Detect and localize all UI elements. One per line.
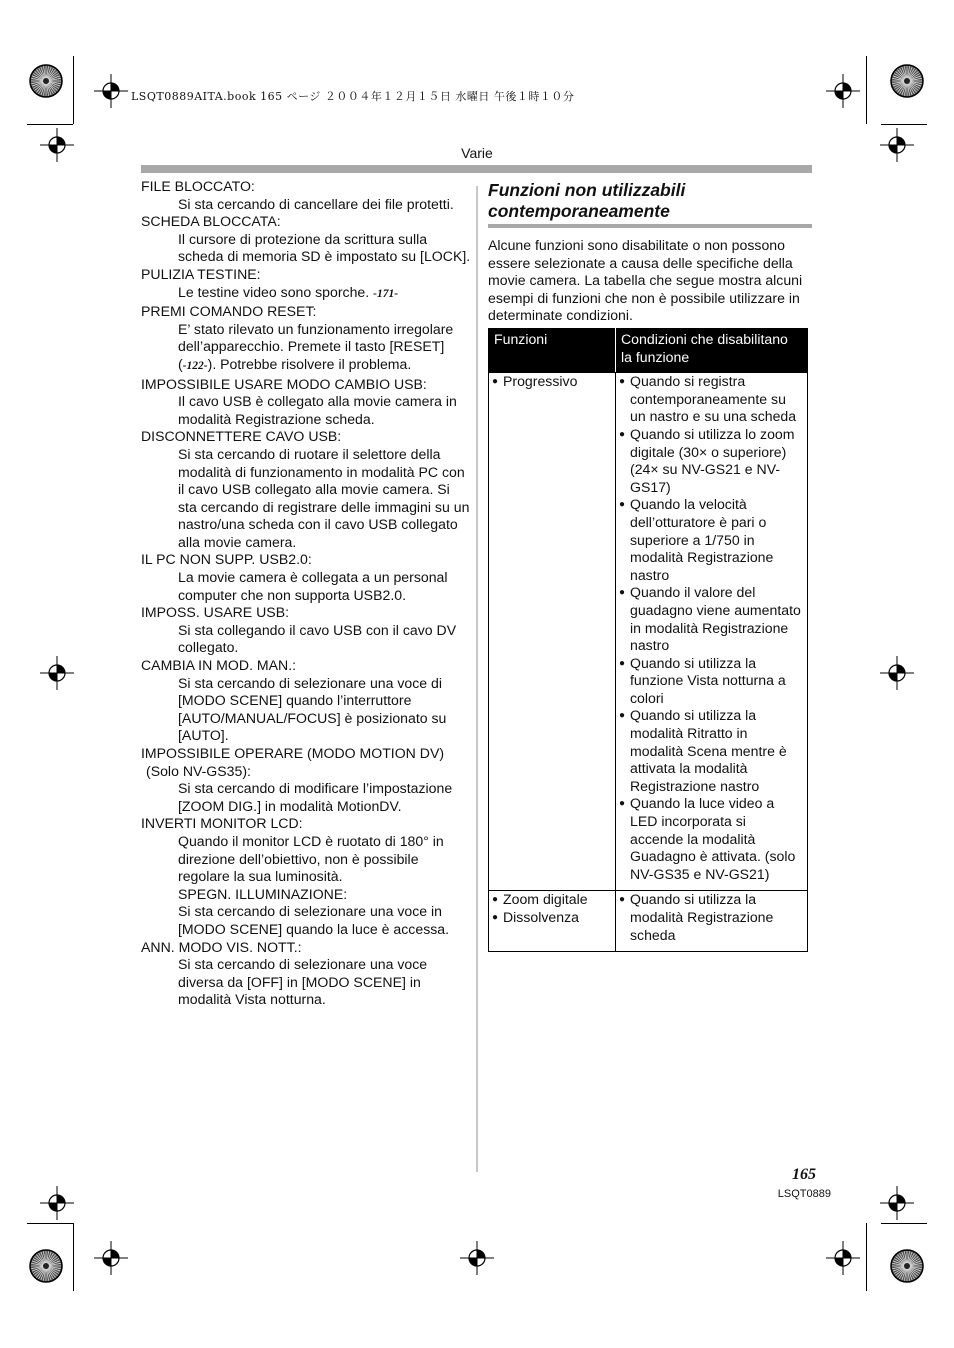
page-number: 165 <box>792 1166 816 1183</box>
crosshair-mark-icon <box>826 1241 860 1275</box>
bullet-icon: ● <box>492 894 499 906</box>
bullet-icon: ● <box>619 710 626 722</box>
condition-text: Quando si utilizza la modalità Ritratto in modalità Scena mentre è attivata la modalità Registrazione nastro <box>630 707 787 794</box>
section-bar <box>141 165 812 173</box>
message-item <box>141 303 471 375</box>
table-header-row <box>489 329 808 373</box>
bullet-icon: ● <box>619 798 626 810</box>
function-item <box>492 909 611 927</box>
column-header-conditions: Condizioni che disabilitano la funzione <box>616 329 808 373</box>
page-reference: -122- <box>182 359 208 372</box>
message-text <box>141 321 471 376</box>
message-text: Si sta cercando di selezionare una voce di [MODO SCENE] quando l’interruttore [AUTO/MANUAL/FOCUS] è posizionato su [AUTO]. <box>178 674 447 744</box>
message-item <box>141 939 471 1009</box>
message-title: SCHEDA BLOCCATA: <box>141 213 281 230</box>
condition-item <box>619 426 803 496</box>
message-text-part: Le testine video sono sporche. <box>178 283 370 300</box>
condition-text: Quando il valore del guadagno viene aumentato in modalità Registrazione nastro <box>630 584 801 654</box>
column-divider <box>476 186 478 1172</box>
bullet-icon: ● <box>619 894 626 906</box>
message-text: Il cavo USB è collegato alla movie camera in modalità Registrazione scheda. <box>178 393 457 427</box>
condition-item <box>619 891 803 944</box>
message-item <box>141 376 471 429</box>
message-title: PREMI COMANDO RESET: <box>141 303 317 320</box>
message-title: INVERTI MONITOR LCD: <box>141 815 303 832</box>
condition-text: Quando la velocità dell’otturatore è pari o superiore a 1/750 in modalità Registrazione nastro <box>630 496 774 583</box>
crop-line <box>866 1223 867 1291</box>
section-heading: Funzioni non utilizzabili contemporaneamente <box>488 180 686 221</box>
heading-rule <box>488 224 812 228</box>
message-title: IMPOSSIBILE OPERARE (MODO MOTION DV) <box>141 745 445 761</box>
conditions-cell <box>616 373 808 891</box>
book-header-line: LSQT0889AITA.book 165 ページ ２００４年１２月１５日 水曜日 午後１時１０分 <box>131 90 575 103</box>
message-title: PULIZIA TESTINE: <box>141 265 261 282</box>
condition-item <box>619 584 803 654</box>
message-text: Il cursore di protezione da scrittura sulla scheda di memoria SD è impostato su [LOCK]. <box>178 230 471 265</box>
message-text: Quando il monitor LCD è ruotato di 180° in direzione dell’obiettivo, non è possibile regolare la sua luminosità. <box>178 832 444 885</box>
table-row <box>489 891 808 952</box>
message-text: Si sta cercando di selezionare una voce diversa da [OFF] in [MODO SCENE] in modalità Vista notturna. <box>178 956 428 1008</box>
crosshair-mark-icon <box>460 1241 494 1275</box>
message-title: IMPOSSIBILE USARE MODO CAMBIO USB: <box>141 375 427 392</box>
message-text: Si sta cercando di modificare l’impostazione [ZOOM DIG.] in modalità MotionDV. <box>178 780 453 814</box>
crosshair-mark-icon <box>880 1186 914 1220</box>
functions-section <box>488 178 808 325</box>
bullet-icon: ● <box>619 657 626 669</box>
star-target-mark-icon <box>29 64 63 98</box>
column-header-functions: Funzioni <box>489 329 616 373</box>
message-item <box>141 815 471 885</box>
crosshair-mark-icon <box>94 74 128 108</box>
functions-cell <box>489 373 616 891</box>
page-reference: -171- <box>373 287 399 300</box>
star-target-mark-icon <box>29 1249 63 1283</box>
message-item <box>141 886 471 939</box>
message-item <box>141 266 471 303</box>
condition-item <box>619 496 803 584</box>
message-item <box>141 657 471 745</box>
message-subtitle: (Solo NV-GS35): <box>146 762 251 779</box>
crop-line <box>27 1223 73 1224</box>
bullet-icon: ● <box>619 499 626 511</box>
function-label: Dissolvenza <box>503 909 579 925</box>
message-item <box>141 551 471 604</box>
message-item <box>141 604 471 657</box>
condition-text: Quando si utilizza la modalità Registrazione scheda <box>630 891 774 943</box>
crop-line <box>27 124 73 125</box>
condition-text: Quando la luce video a LED incorporata si accende la modalità Guadagno è attivata. (solo NV-GS35 e NV-GS21) <box>630 795 796 882</box>
table-row <box>489 373 808 891</box>
condition-item <box>619 795 803 883</box>
message-text <box>141 284 471 304</box>
crop-line <box>73 1223 74 1291</box>
star-target-mark-icon <box>890 64 924 98</box>
crop-line <box>881 1223 927 1224</box>
section-label: Varie <box>461 145 493 161</box>
conditions-cell <box>616 891 808 952</box>
bullet-icon: ● <box>492 912 499 923</box>
function-label: Progressivo <box>503 373 578 390</box>
condition-item <box>619 655 803 708</box>
message-text: Si sta cercando di cancellare dei file protetti. <box>178 195 454 212</box>
crosshair-mark-icon <box>826 74 860 108</box>
message-item <box>141 428 471 551</box>
message-text: Si sta cercando di ruotare il selettore della modalità di funzionamento in modalità PC con il cavo USB collegato alla movie camera. Si sta cercando di registrare delle immagini su un nastro/una scheda con il cavo USB collegato alla movie camera. <box>178 445 470 550</box>
message-item <box>141 178 471 213</box>
message-title: ANN. MODO VIS. NOTT.: <box>141 938 302 955</box>
condition-text: Quando si utilizza lo zoom digitale (30× o superiore) (24× su NV-GS21 e NV-GS17) <box>630 425 795 495</box>
message-text: La movie camera è collegata a un personal computer che non supporta USB2.0. <box>178 569 448 603</box>
condition-item <box>619 373 803 426</box>
condition-text: Quando si utilizza la funzione Vista notturna a colori <box>630 654 786 706</box>
crop-line <box>73 56 74 124</box>
message-title-indented: SPEGN. ILLUMINAZIONE: <box>178 885 348 902</box>
message-title: FILE BLOCCATO: <box>141 178 255 194</box>
bullet-icon: ● <box>619 428 626 440</box>
crosshair-mark-icon <box>94 1241 128 1275</box>
condition-item <box>619 707 803 795</box>
bullet-icon: ● <box>619 376 626 388</box>
function-label: Zoom digitale <box>503 891 588 908</box>
message-item <box>141 745 471 815</box>
bullet-icon: ● <box>619 587 626 599</box>
message-text-part: E’ stato rilevato un funzionamento irregolare dell’apparecchio. Premete il tasto [RESET] ( <box>178 320 454 372</box>
message-item <box>141 213 471 266</box>
crop-line <box>866 56 867 124</box>
function-item <box>492 373 611 391</box>
functions-table <box>488 328 808 952</box>
message-text: Si sta collegando il cavo USB con il cavo DV collegato. <box>178 621 457 656</box>
condition-text: Quando si registra contemporaneamente su un nastro e su una scheda <box>630 373 797 425</box>
function-item <box>492 891 611 909</box>
message-title: CAMBIA IN MOD. MAN.: <box>141 657 297 674</box>
crosshair-mark-icon <box>40 1186 74 1220</box>
intro-paragraph: Alcune funzioni sono disabilitate o non possono essere selezionate a causa delle specifiche della movie camera. La tabella che segue mostra alcuni esempi di funzioni che non è possibile utilizzare in determinate condizioni. <box>488 237 803 324</box>
star-target-mark-icon <box>890 1249 924 1283</box>
bullet-icon: ● <box>492 376 499 388</box>
crosshair-mark-icon <box>880 656 914 690</box>
model-code: LSQT0889 <box>777 1188 831 1200</box>
functions-cell <box>489 891 616 952</box>
message-title: DISCONNETTERE CAVO USB: <box>141 428 342 445</box>
message-title: IMPOSS. USARE USB: <box>141 604 290 621</box>
message-text-part: ). Potrebbe risolvere il problema. <box>207 355 412 372</box>
message-list <box>141 178 471 1009</box>
message-text: Si sta cercando di selezionare una voce in [MODO SCENE] quando la luce è accessa. <box>178 903 450 937</box>
crosshair-mark-icon <box>40 656 74 690</box>
crop-line <box>881 124 927 125</box>
message-title: IL PC NON SUPP. USB2.0: <box>141 551 312 568</box>
